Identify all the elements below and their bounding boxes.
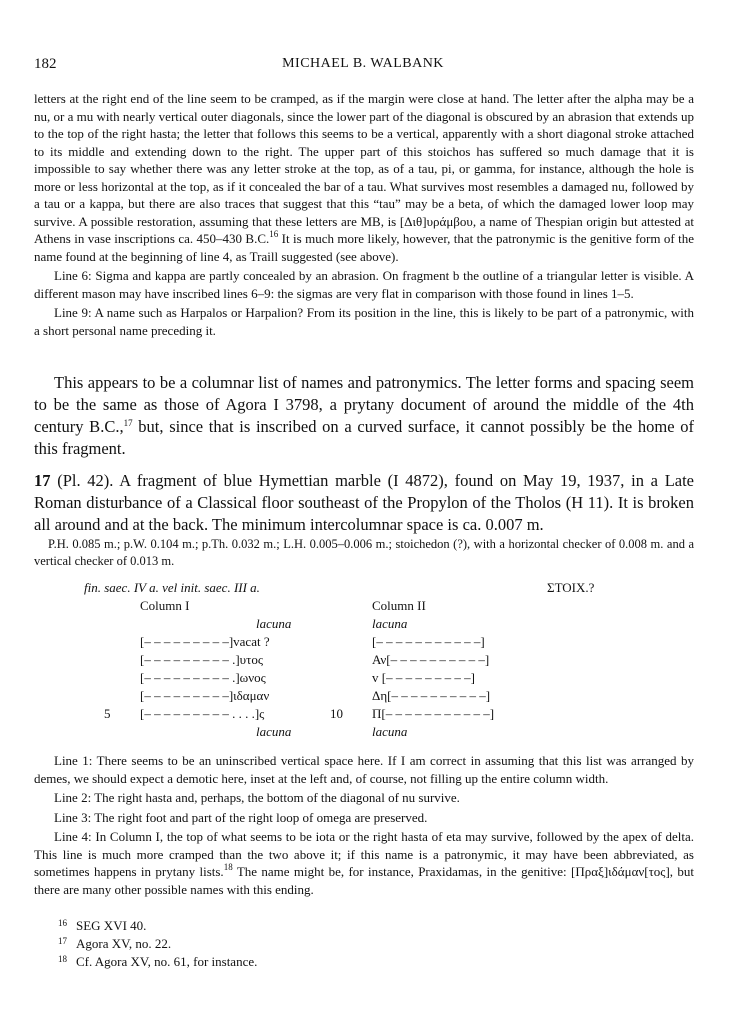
footnote-ref-16[interactable]: 16 bbox=[269, 229, 279, 239]
commentary-b-line-1: Line 1: There seems to be an uninscribed vertical space here. If I am correct in assuming that this list was arranged by demes, we should expect a demotic here, inset at the left and, of course, not filling up the entire column width. bbox=[34, 753, 694, 786]
running-head: MICHAEL B. WALBANK bbox=[282, 56, 444, 71]
entry-number: 17 bbox=[34, 471, 51, 490]
commentary-b-line-3: Line 3: The right foot and part of the right loop of omega are preserved. bbox=[54, 809, 428, 825]
footnote-16: 16 SEG XVI 40. bbox=[58, 918, 147, 933]
commentary-line-6: Line 6: Sigma and kappa are partly concealed by an abrasion. On fragment b the outline of a triangular letter is visible. A different mason may have inscribed lines 6–9: the sigmas are very flat in comparison with those found in lines 1–5. bbox=[34, 268, 694, 301]
footnote-17: 17 Agora XV, no. 22. bbox=[58, 936, 172, 951]
commentary-top bbox=[34, 90, 694, 341]
entry-17: 17 (Pl. 42). A fragment of blue Hymettian marble (I 4872), found on May 19, 1937, in a Late Roman disturbance of a Classical floor southeast of the Propylon of the Tholos (H 11). It is broken all around and at the back. The minimum intercolumnar space is ca. 0.007 m. bbox=[34, 471, 694, 534]
lacuna-top-col1: lacuna bbox=[256, 616, 292, 631]
discussion-paragraph: This appears to be a columnar list of names and patronymics. The letter forms and spacing seem to be the same as those of Agora I 3798, a prytany document of around the middle of the 4th century B.C.,$^{17}$ but, since that is inscribed on a curved surface, it cannot possibly be the home of this fragment. bbox=[34, 373, 694, 458]
col1-line-3: [– – – – – – – – – .]ωνος bbox=[140, 670, 266, 685]
col2-line-10: Π[– – – – – – – – – – –] bbox=[372, 706, 495, 721]
col1-line-2: [– – – – – – – – – .]υτος bbox=[140, 652, 263, 667]
lacuna-bottom-col2: lacuna bbox=[372, 724, 408, 739]
commentary-line-9: Line 9: A name such as Harpalos or Harpalion? From its position in the line, this is likely to be part of a patronymic, with a short personal name preceding it. bbox=[34, 305, 694, 338]
footnote-ref-18[interactable]: 18 bbox=[223, 862, 233, 872]
line-number-10: 10 bbox=[330, 706, 343, 721]
col2-line-7: Αν[– – – – – – – – – –] bbox=[372, 652, 490, 667]
stoichedon-label: ΣΤΟΙΧ.? bbox=[547, 580, 595, 595]
col1-line-5: [– – – – – – – – – . . . .]ς bbox=[140, 706, 265, 721]
commentary-continuation: letters at the right end of the line seem to be cramped, as if the margin were close at hand. The letter after the alpha may be a nu, or a mu with nearly vertical outer diagonals, since the lower part of the diagonal is obscured by an abrasion that extends up to the top of the right hasta; the letter that follows this seems to be a vertical, apparently with a short diagonal stroke attached to its middle and extending down to the right. The upper part of this stoichos has suffered so much damage that it is impossible to say whether there was any letter stroke at the top, as of a tau, pi, or gamma, for instance, although the hole is more or less horizontal at the top, as if it concealed the bar of a tau. What survives most resembles a damaged nu, followed by a tau or a kappa, but there are also traces that suggest that this “tau” may be a beta, of which the damaged lower loop may survive. A possible restoration, assuming that these letters are MB, is [Διθ]υράμβου, a name of Thespian origin but attested at Athens in vase inscriptions ca. 450–430 B.C.$^{16}$ It is much more likely, however, that the patronymic is the genitive form of the name found at the beginning of line 4, as Traill suggested (see above). bbox=[34, 91, 694, 264]
footnote-18: 18 Cf. Agora XV, no. 61, for instance. bbox=[58, 954, 258, 969]
date-label: fin. saec. IV a. vel init. saec. III a. bbox=[84, 580, 260, 595]
col2-line-8: v [– – – – – – – – –] bbox=[372, 670, 475, 685]
col2-line-6: [– – – – – – – – – – –] bbox=[372, 634, 485, 649]
column-i-heading: Column I bbox=[140, 598, 190, 613]
col1-line-1: [– – – – – – – – –]vacat ? bbox=[140, 634, 270, 649]
footnote-ref-17[interactable]: 17 bbox=[123, 418, 133, 428]
col1-line-4: [– – – – – – – – –]ιδαμαν bbox=[140, 688, 270, 703]
col2-line-9: Δη[– – – – – – – – – –] bbox=[372, 688, 491, 703]
commentary-b-line-2: Line 2: The right hasta and, perhaps, the bottom of the diagonal of nu survive. bbox=[54, 790, 460, 805]
commentary-b-line-4: Line 4: In Column I, the top of what seems to be iota or the right hasta of eta may survive, followed by the apex of delta. This line is much more cramped than the two above it; if this name is a patronymic, it may have been abbreviated, as sometimes happens in prytany lists.$^{18}$ The name might be, for instance, Praxidamas, in the genitive: [Πραξ]ιδάμαν[τος], but there are many other possible names with this ending. bbox=[34, 829, 695, 897]
measurements: P.H. 0.085 m.; p.W. 0.104 m.; p.Th. 0.032 m.; L.H. 0.005–0.006 m.; stoichedon (?), with a horizontal checker of 0.008 m. and a vertical checker of 0.013 m. bbox=[34, 537, 694, 568]
lacuna-top-col2: lacuna bbox=[372, 616, 408, 631]
commentary-bottom bbox=[34, 752, 694, 900]
lacuna-bottom-col1: lacuna bbox=[256, 724, 292, 739]
page-number: 182 bbox=[34, 56, 57, 72]
column-ii-heading: Column II bbox=[372, 598, 426, 613]
page-header bbox=[34, 56, 692, 76]
line-number-5: 5 bbox=[104, 706, 111, 721]
